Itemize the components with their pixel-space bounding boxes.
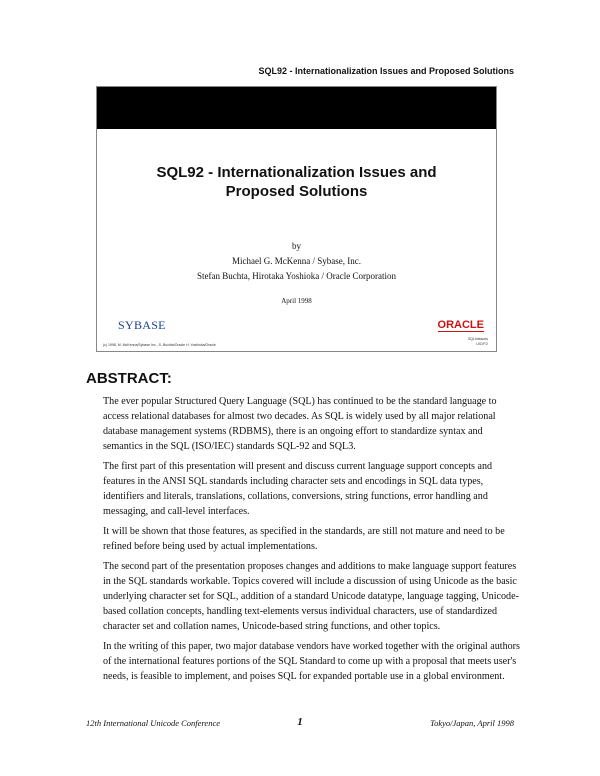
by-label: by xyxy=(292,241,301,251)
author-line: Michael G. McKenna / Sybase, Inc. xyxy=(232,256,361,266)
oracle-logo: ORACLE xyxy=(437,319,484,331)
sybase-logo: SYBASE xyxy=(118,318,166,332)
page-footer xyxy=(86,716,514,730)
slide-id xyxy=(468,337,488,347)
running-header: SQL92 - Internationalization Issues and Proposed Solutions xyxy=(258,66,514,76)
slide-copyright: (c) 1998, M. McKenna/Sybase Inc., S. Buchta/Oracle H. Yoshioka/Oracle xyxy=(103,343,216,347)
abstract-paragraph: The first part of this presentation will present and discuss current language support concepts and features in the ANSI SQL standards including character sets and encodings in SQL data types, identifiers and literals, translations, collations, conversions, string functions, error handling and messaging, and call-level interfaces. xyxy=(103,461,493,517)
slide-title xyxy=(97,163,496,201)
slide-id-line: UIC/P.2 xyxy=(476,342,488,346)
slide-date: April 1998 xyxy=(281,297,312,305)
footer-conference: 12th International Unicode Conference xyxy=(86,718,221,728)
abstract-paragraph: The ever popular Structured Query Language (SQL) has continued to be the standard language to access relational databases for almost two decades. As SQL is widely used by all major relational database management systems (RDBMS), there is an ongoing effort to standardize syntax and semantics in the SQL (ISO/IEC) standards SQL-92 and SQL3. xyxy=(103,396,497,452)
page-number: 1 xyxy=(297,716,303,728)
slide-header-bar xyxy=(97,87,496,129)
author-line: Stefan Buchta, Hirotaka Yoshioka / Oracle Corporation xyxy=(197,271,396,281)
abstract-heading: ABSTRACT: xyxy=(86,370,172,387)
footer-location-date: Tokyo/Japan, April 1998 xyxy=(430,718,514,728)
abstract-paragraph: It will be shown that those features, as specified in the standards, are still not mature and need to be refined before being used by actual implementations. xyxy=(103,526,505,552)
slide-title-line: Proposed Solutions xyxy=(225,183,368,200)
title-slide xyxy=(96,86,497,352)
slide-byline xyxy=(97,239,496,284)
abstract-paragraph: The second part of the presentation proposes changes and additions to make language support features in the SQL standards workable. Topics covered will include a discussion of using Unicode as the basic underlying character set for SQL, addition of a standard Unicode datatype, language tagging, Unicode-based collation concepts, handling text-elements versus individual characters, use of standardized character set and collation names, Unicode-based string functions, and other topics. xyxy=(103,561,519,632)
abstract-body xyxy=(103,394,523,689)
slide-title-line: SQL92 - Internationalization Issues and xyxy=(156,164,437,181)
abstract-paragraph: In the writing of this paper, two major database vendors have worked together with the original authors of the international features portions of the SQL Standard to come up with a proposal that meets user's needs, is feasible to implement, and poises SQL for expanded portable use in a global environment. xyxy=(103,641,520,682)
slide-id-line: SQLIntssues xyxy=(467,337,488,341)
